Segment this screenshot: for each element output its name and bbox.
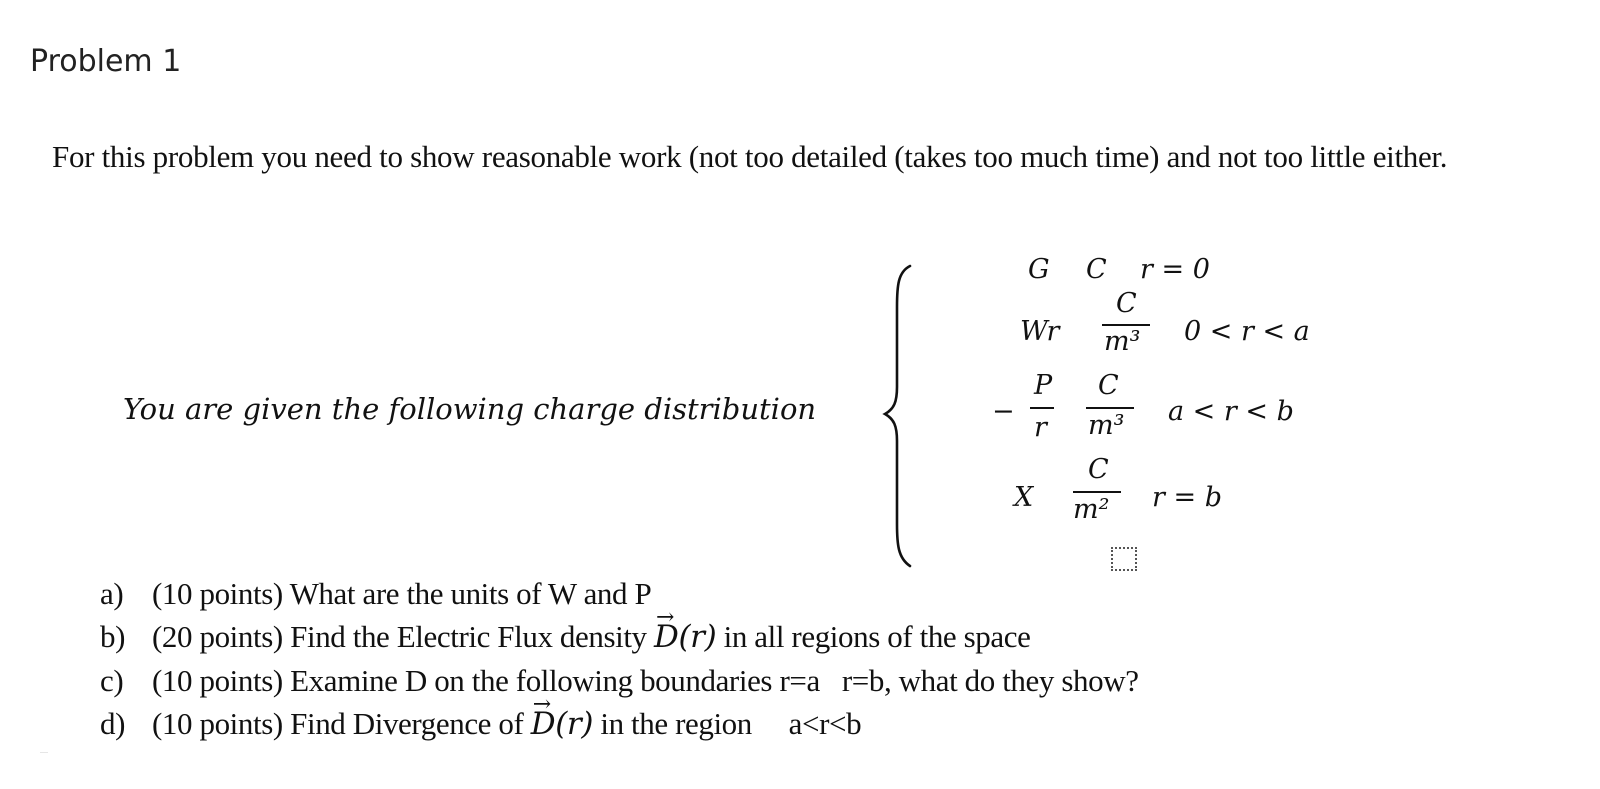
left-brace <box>880 262 920 572</box>
question-letter: b) <box>100 619 126 654</box>
question-text: (20 points) Find the Electric Flux density <box>152 619 654 654</box>
question-list <box>100 572 1139 746</box>
case2-condition: 0 < r < a <box>1184 316 1310 347</box>
question-text: (10 points) Find Divergence of <box>152 706 531 741</box>
question-text-end: in the region a<r<b <box>593 706 862 741</box>
case2-unit-denominator: m³ <box>1104 326 1141 357</box>
problem-instructions: For this problem you need to show reasonable work (not too detailed (takes too much time) and not too little either. <box>52 139 1448 174</box>
case3-unit-numerator: C <box>1098 370 1119 401</box>
problem-heading: Problem 1 <box>30 44 182 79</box>
question-text: (10 points) What are the units of W and P <box>152 576 652 611</box>
case3-coefficient-numerator: P <box>1034 370 1053 401</box>
question-item <box>100 702 1139 746</box>
question-text-end: in all regions of the space <box>716 619 1031 654</box>
vector-D-argument: (r) <box>555 706 594 742</box>
question-item <box>100 615 1139 659</box>
equation-placeholder-box <box>1111 547 1137 571</box>
vector-D-argument: (r) <box>678 619 717 655</box>
given-charge-distribution-label: You are given the following charge distribution <box>123 392 817 426</box>
scan-mark <box>40 752 48 753</box>
case4-fraction-bar <box>1073 491 1121 493</box>
case1-condition: r = 0 <box>1140 254 1210 285</box>
case2-unit-numerator: C <box>1116 288 1137 319</box>
question-item <box>100 572 1139 615</box>
vector-D-symbol: → D <box>654 616 678 659</box>
case4-coefficient: X <box>1014 482 1034 513</box>
question-item <box>100 659 1139 702</box>
case3-coefficient-bar <box>1030 407 1054 409</box>
vector-D-symbol: → D <box>531 703 555 746</box>
case3-minus-sign: − <box>992 396 1015 427</box>
question-text: (10 points) Examine D on the following boundaries r=a r=b, what do they show? <box>152 663 1139 698</box>
case3-unit-denominator: m³ <box>1088 410 1125 441</box>
question-letter: c) <box>100 663 124 698</box>
case2-coefficient: Wr <box>1020 316 1060 347</box>
question-letter: d) <box>100 706 126 741</box>
case4-unit-denominator: m² <box>1073 494 1110 525</box>
case3-condition: a < r < b <box>1168 396 1294 427</box>
question-letter: a) <box>100 576 124 611</box>
case4-condition: r = b <box>1152 482 1222 513</box>
case4-unit-numerator: C <box>1088 454 1109 485</box>
case1-C: C <box>1086 254 1107 285</box>
case1-G: G <box>1028 254 1050 285</box>
case3-fraction-bar <box>1086 407 1134 409</box>
case3-coefficient-denominator: r <box>1034 412 1047 443</box>
